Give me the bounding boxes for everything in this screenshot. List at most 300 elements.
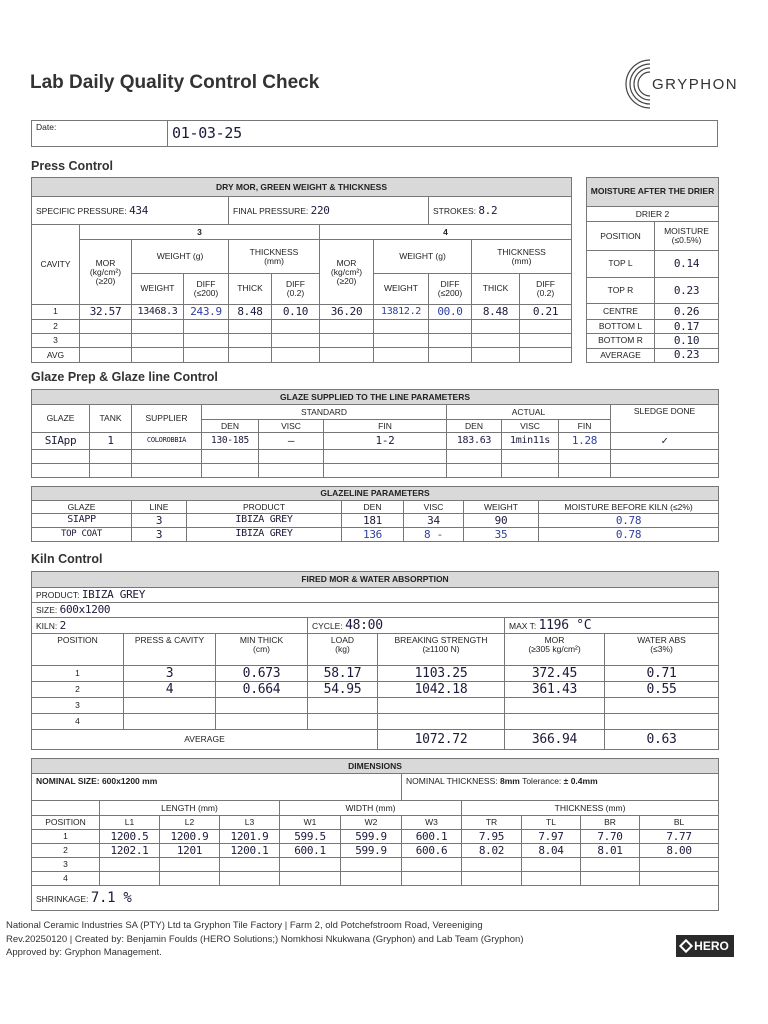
d-cell[interactable]: 7.95 <box>462 830 522 844</box>
moisture-pos: TOP L <box>587 250 655 277</box>
cycle-label: CYCLE: <box>312 620 343 631</box>
table-row <box>32 528 719 542</box>
page-title: Lab Daily Quality Control Check <box>30 72 320 93</box>
final-pressure[interactable] <box>229 196 429 224</box>
gl-moist-cell[interactable]: 0.78 <box>539 528 719 542</box>
k-pos-cell: 2 <box>32 682 124 698</box>
empty-cell[interactable] <box>132 333 184 347</box>
empty-cell[interactable] <box>80 319 132 333</box>
empty-cell[interactable] <box>472 319 520 333</box>
width-header: WIDTH (mm) <box>280 801 462 816</box>
mor3-cell[interactable]: 32.57 <box>80 305 132 319</box>
d-cell[interactable]: 1200.9 <box>160 830 220 844</box>
sledge-check-icon[interactable]: ✓ <box>611 433 719 450</box>
drier-sub: DRIER 2 <box>587 206 719 221</box>
d-pos-cell: 1 <box>32 830 100 844</box>
k-pc-cell[interactable]: 3 <box>124 666 216 682</box>
empty-cell[interactable] <box>259 450 324 464</box>
empty-cell[interactable] <box>324 450 447 464</box>
d-cell[interactable]: 1201.9 <box>220 830 280 844</box>
table-row <box>32 464 719 478</box>
moisture-header: MOISTURE AFTER THE DRIER <box>587 178 719 207</box>
k-avg-mor[interactable]: 366.94 <box>505 730 605 750</box>
press-4-header: 4 <box>320 224 572 240</box>
avg-cell: AVG <box>32 348 80 363</box>
visc-header: VISC <box>259 420 324 433</box>
table-row <box>32 514 719 528</box>
tank-col: TANK <box>90 405 132 433</box>
d-col-l1: L1 <box>100 816 160 830</box>
d-col-tl: TL <box>522 816 581 830</box>
empty-cell[interactable] <box>611 450 719 464</box>
empty-cell[interactable] <box>100 858 160 872</box>
d-pos-cell: 4 <box>32 872 100 886</box>
thickness-header-3: THICKNESS (mm) <box>229 240 320 273</box>
struck-out-cell[interactable] <box>505 714 605 730</box>
col-den: DEN <box>342 501 404 514</box>
std-visc-cell[interactable]: — <box>259 433 324 450</box>
col-glaze: GLAZE <box>32 501 132 514</box>
k-mor-cell[interactable]: 372.45 <box>505 666 605 682</box>
specific-pressure[interactable] <box>32 196 229 224</box>
table-row <box>32 682 719 698</box>
thickness-header-4: THICKNESS (mm) <box>472 240 572 273</box>
empty-cell[interactable] <box>502 464 559 478</box>
glaze-col: GLAZE <box>32 405 90 433</box>
glaze-cell[interactable]: SIApp <box>32 433 90 450</box>
table-row <box>32 319 572 333</box>
cavity-cell: 3 <box>32 333 80 347</box>
empty-cell[interactable] <box>402 858 462 872</box>
d-col-l2: L2 <box>160 816 220 830</box>
thickness-header: THICKNESS (mm) <box>462 801 719 816</box>
d-cell[interactable]: 8.04 <box>522 844 581 858</box>
gl-product-cell[interactable]: IBIZA GREY <box>187 514 342 528</box>
k-col-min-thick: MIN THICK (cm) <box>216 634 308 666</box>
weight-header-4: WEIGHT (g) <box>374 240 472 273</box>
k-col-mor: MOR (≥305 kg/cm²) <box>505 634 605 666</box>
glaze-heading: Glaze Prep & Glaze line Control <box>31 370 218 384</box>
d-cell[interactable]: 1201 <box>160 844 220 858</box>
d-pos-cell: 3 <box>32 858 100 872</box>
empty-cell[interactable] <box>640 872 719 886</box>
cavity-cell: 2 <box>32 319 80 333</box>
thick-sub-4: THICK <box>472 273 520 304</box>
footer <box>6 919 696 960</box>
final-pressure-value: 220 <box>310 203 330 217</box>
k-wa-cell[interactable]: 0.71 <box>605 666 719 682</box>
empty-cell[interactable] <box>184 333 229 347</box>
gl-line-cell[interactable]: 3 <box>132 514 187 528</box>
empty-cell <box>32 801 100 816</box>
d-cell[interactable]: 600.1 <box>280 844 341 858</box>
visc-header: VISC <box>502 420 559 433</box>
empty-cell[interactable] <box>520 319 572 333</box>
std-fin-cell[interactable]: 1-2 <box>324 433 447 450</box>
empty-cell[interactable] <box>90 464 132 478</box>
empty-cell[interactable] <box>520 348 572 363</box>
kiln-cycle[interactable] <box>308 618 505 634</box>
empty-cell[interactable] <box>220 858 280 872</box>
kiln-heading: Kiln Control <box>31 552 103 566</box>
moisture-pos: TOP R <box>587 277 655 304</box>
empty-cell[interactable] <box>220 872 280 886</box>
gl-product-cell[interactable]: IBIZA GREY <box>187 528 342 542</box>
gl-visc-cell[interactable]: 8 - <box>404 528 464 542</box>
empty-cell[interactable] <box>216 714 308 730</box>
product-value: IBIZA GREY <box>81 588 146 602</box>
k-wa-cell[interactable]: 0.55 <box>605 682 719 698</box>
col-moisture: MOISTURE BEFORE KILN (≤2%) <box>539 501 719 514</box>
standard-col: STANDARD <box>202 405 447 420</box>
moisture-pos: AVERAGE <box>587 348 655 362</box>
k-average-label: AVERAGE <box>32 730 378 750</box>
sledge-col: SLEDGE DONE <box>611 405 719 433</box>
gl-moist-cell[interactable]: 0.78 <box>539 514 719 528</box>
moisture-val[interactable]: 0.10 <box>655 334 719 348</box>
strokes[interactable] <box>429 196 572 224</box>
act-visc-cell[interactable]: 1min11s <box>502 433 559 450</box>
hero-logo-text: HERO <box>694 939 729 953</box>
d-col-w3: W3 <box>402 816 462 830</box>
d-cell[interactable]: 8.02 <box>462 844 522 858</box>
supplier-cell[interactable]: COLOROBBIA <box>132 433 202 450</box>
table-row <box>32 698 719 714</box>
shrinkage-label: SHRINKAGE: <box>36 893 89 904</box>
footer-line-1: National Ceramic Industries SA (PTY) Ltd ta Gryphon Tile Factory | Farm 2, old Potchefstroom Road, Vereeniging <box>6 920 483 931</box>
mor-header-4: MOR (kg/cm²) (≥20) <box>320 240 374 305</box>
moisture-col-header: MOISTURE (≤0.5%) <box>655 222 719 251</box>
d-cell[interactable]: 8.01 <box>581 844 640 858</box>
d-cell[interactable]: 600.6 <box>402 844 462 858</box>
std-den-cell[interactable]: 130-185 <box>202 433 259 450</box>
gl-glaze-cell[interactable]: TOP COAT <box>32 528 132 542</box>
moisture-pos: BOTTOM R <box>587 334 655 348</box>
empty-cell[interactable] <box>229 333 272 347</box>
k-thick-cell[interactable]: 0.664 <box>216 682 308 698</box>
diff-t-sub-3: DIFF (0.2) <box>272 273 320 304</box>
table-row <box>32 433 719 450</box>
thick-sub-3: THICK <box>229 273 272 304</box>
empty-cell[interactable] <box>80 348 132 363</box>
empty-cell[interactable] <box>259 464 324 478</box>
empty-cell[interactable] <box>581 872 640 886</box>
empty-cell[interactable] <box>520 333 572 347</box>
size-value: 600x1200 <box>59 603 111 617</box>
kiln-product[interactable] <box>32 588 719 603</box>
k-mor-cell[interactable]: 361.43 <box>505 682 605 698</box>
empty-cell[interactable] <box>559 464 611 478</box>
k-pos-cell: 1 <box>32 666 124 682</box>
weight-sub-3: WEIGHT <box>132 273 184 304</box>
d-pos-cell: 2 <box>32 844 100 858</box>
empty-cell[interactable] <box>320 319 374 333</box>
empty-cell[interactable] <box>374 348 429 363</box>
k-avg-bs[interactable]: 1072.72 <box>378 730 505 750</box>
empty-cell[interactable] <box>124 698 216 714</box>
table-row <box>32 872 719 886</box>
empty-cell[interactable] <box>505 698 605 714</box>
empty-cell[interactable] <box>502 450 559 464</box>
empty-cell[interactable] <box>100 872 160 886</box>
k-col-load: LOAD (kg) <box>308 634 378 666</box>
d-cell[interactable]: 7.70 <box>581 830 640 844</box>
d-col-tr: TR <box>462 816 522 830</box>
empty-cell[interactable] <box>32 464 90 478</box>
gl-visc-cell[interactable]: 34 <box>404 514 464 528</box>
k-thick-cell[interactable]: 0.673 <box>216 666 308 682</box>
empty-cell[interactable] <box>320 333 374 347</box>
kiln-value: 2 <box>59 618 66 632</box>
moisture-pos: BOTTOM L <box>587 319 655 333</box>
mor-header-3: MOR (kg/cm²) (≥20) <box>80 240 132 305</box>
empty-cell[interactable] <box>374 319 429 333</box>
date-label: Date: <box>32 121 168 147</box>
moisture-pos: CENTRE <box>587 304 655 319</box>
press-control-heading: Press Control <box>31 159 113 173</box>
maxt-label: MAX T: <box>509 620 537 631</box>
empty-cell[interactable] <box>522 858 581 872</box>
empty-cell[interactable] <box>462 858 522 872</box>
hero-badge-icon <box>679 939 693 953</box>
table-row <box>32 830 719 844</box>
table-row <box>32 858 719 872</box>
empty-cell[interactable] <box>32 450 90 464</box>
empty-cell[interactable] <box>447 450 502 464</box>
d-cell[interactable]: 7.97 <box>522 830 581 844</box>
col-weight: WEIGHT <box>464 501 539 514</box>
empty-cell[interactable] <box>472 333 520 347</box>
diff4-cell[interactable]: 00.0 <box>429 305 472 319</box>
gl-line-cell[interactable]: 3 <box>132 528 187 542</box>
moisture-val[interactable]: 0.26 <box>655 304 719 319</box>
empty-cell[interactable] <box>640 858 719 872</box>
empty-cell[interactable] <box>462 872 522 886</box>
weight-sub-4: WEIGHT <box>374 273 429 304</box>
weight3-cell[interactable]: 13468.3 <box>132 305 184 319</box>
press-header: DRY MOR, GREEN WEIGHT & THICKNESS <box>32 178 572 197</box>
den-header: DEN <box>202 420 259 433</box>
d-cell[interactable]: 8.00 <box>640 844 719 858</box>
d-cell[interactable]: 1200.5 <box>100 830 160 844</box>
gl-glaze-cell[interactable]: SIAPP <box>32 514 132 528</box>
dims-header: DIMENSIONS <box>32 759 719 774</box>
struck-out-cell[interactable] <box>378 714 505 730</box>
empty-cell[interactable] <box>229 319 272 333</box>
empty-cell[interactable] <box>132 450 202 464</box>
empty-cell[interactable] <box>378 698 505 714</box>
glaze-supplied-table <box>31 389 719 478</box>
strokes-value: 8.2 <box>478 203 498 217</box>
empty-cell[interactable] <box>272 348 320 363</box>
moisture-val[interactable]: 0.23 <box>655 348 719 362</box>
specific-pressure-value: 434 <box>129 203 149 217</box>
den-header: DEN <box>447 420 502 433</box>
date-handwritten: 01-03-25 <box>172 123 242 142</box>
d-col-bl: BL <box>640 816 719 830</box>
nominal-thickness: NOMINAL THICKNESS: 8mm Tolerance: ± 0.4mm <box>402 774 719 801</box>
weight4-cell[interactable]: 13812.2 <box>374 305 429 319</box>
empty-cell[interactable] <box>132 319 184 333</box>
empty-cell[interactable] <box>605 714 719 730</box>
empty-cell[interactable] <box>341 858 402 872</box>
empty-cell[interactable] <box>605 698 719 714</box>
empty-cell[interactable] <box>320 348 374 363</box>
table-row <box>32 844 719 858</box>
empty-cell[interactable] <box>611 464 719 478</box>
final-pressure-label: FINAL PRESSURE: <box>233 205 309 216</box>
kiln-maxt[interactable] <box>505 618 719 634</box>
empty-cell[interactable] <box>132 348 184 363</box>
empty-cell[interactable] <box>402 872 462 886</box>
nominal-size: NOMINAL SIZE: 600x1200 mm <box>32 774 402 801</box>
kiln-number[interactable] <box>32 618 308 634</box>
kiln-label: KILN: <box>36 620 58 631</box>
k-pos-cell: 3 <box>32 698 124 714</box>
strokes-label: STROKES: <box>433 205 476 216</box>
empty-cell[interactable] <box>202 464 259 478</box>
moisture-val[interactable]: 0.14 <box>655 250 719 277</box>
date-table <box>31 120 718 147</box>
table-row <box>32 305 572 319</box>
k-col-position: POSITION <box>32 634 124 666</box>
empty-cell[interactable] <box>522 872 581 886</box>
gl-weight-cell[interactable]: 35 <box>464 528 539 542</box>
gryphon-logo <box>620 56 740 112</box>
empty-cell[interactable] <box>272 319 320 333</box>
empty-cell[interactable] <box>429 348 472 363</box>
empty-cell[interactable] <box>184 348 229 363</box>
shrinkage-value: 7.1 % <box>90 889 132 906</box>
glazeline-table <box>31 486 719 542</box>
d-cell[interactable]: 1200.1 <box>220 844 280 858</box>
fin-header: FIN <box>324 420 447 433</box>
cavity-header: CAVITY <box>32 224 80 304</box>
supplier-col: SUPPLIER <box>132 405 202 433</box>
diff-t-sub-4: DIFF (0.2) <box>520 273 572 304</box>
k-bs-cell[interactable]: 1103.25 <box>378 666 505 682</box>
cavity-cell: 1 <box>32 305 80 319</box>
gl-den-cell[interactable]: 136 <box>342 528 404 542</box>
kiln-table <box>31 571 719 750</box>
diff-w-sub-4: DIFF (≤200) <box>429 273 472 304</box>
thick3-cell[interactable]: 8.48 <box>229 305 272 319</box>
thick4-cell[interactable]: 8.48 <box>472 305 520 319</box>
length-header: LENGTH (mm) <box>100 801 280 816</box>
d-col-l3: L3 <box>220 816 280 830</box>
shrinkage[interactable] <box>32 886 719 911</box>
empty-cell[interactable] <box>472 348 520 363</box>
empty-cell[interactable] <box>229 348 272 363</box>
d-cell[interactable]: 1202.1 <box>100 844 160 858</box>
k-pc-cell[interactable]: 4 <box>124 682 216 698</box>
gl-weight-cell[interactable]: 90 <box>464 514 539 528</box>
weight-header-3: WEIGHT (g) <box>132 240 229 273</box>
k-avg-wa[interactable]: 0.63 <box>605 730 719 750</box>
empty-cell[interactable] <box>308 698 378 714</box>
empty-cell[interactable] <box>447 464 502 478</box>
empty-cell[interactable] <box>559 450 611 464</box>
act-den-cell[interactable]: 183.63 <box>447 433 502 450</box>
col-line: LINE <box>132 501 187 514</box>
empty-cell[interactable] <box>80 333 132 347</box>
empty-cell[interactable] <box>280 858 341 872</box>
k-col-water-abs: WATER ABS (≤3%) <box>605 634 719 666</box>
k-col-press-cavity: PRESS & CAVITY <box>124 634 216 666</box>
maxt-value: 1196 °C <box>538 617 592 633</box>
dimensions-table <box>31 758 719 911</box>
glaze-header: GLAZE SUPPLIED TO THE LINE PARAMETERS <box>32 390 719 405</box>
table-row <box>32 333 572 347</box>
d-cell[interactable]: 7.77 <box>640 830 719 844</box>
k-load-cell[interactable]: 54.95 <box>308 682 378 698</box>
empty-cell[interactable] <box>132 464 202 478</box>
act-fin-cell[interactable]: 1.28 <box>559 433 611 450</box>
d-cell[interactable]: 599.5 <box>280 830 341 844</box>
tank-cell[interactable]: 1 <box>90 433 132 450</box>
footer-line-2: Rev.20250120 | Created by: Benjamin Foulds (HERO Solutions;) Nomkhosi Nkukwana (Gryphon) and Lab Team (Gryphon) <box>6 933 524 945</box>
kiln-header: FIRED MOR & WATER ABSORPTION <box>32 572 719 588</box>
empty-cell[interactable] <box>429 319 472 333</box>
empty-cell[interactable] <box>160 872 220 886</box>
glazeline-header: GLAZELINE PARAMETERS <box>32 487 719 501</box>
product-label: PRODUCT: <box>36 590 80 601</box>
empty-cell[interactable] <box>90 450 132 464</box>
kiln-size[interactable] <box>32 603 719 618</box>
empty-cell[interactable] <box>184 319 229 333</box>
brand-name: GRYPHON <box>652 76 739 93</box>
k-bs-cell[interactable]: 1042.18 <box>378 682 505 698</box>
empty-cell[interactable] <box>429 333 472 347</box>
empty-cell[interactable] <box>280 872 341 886</box>
table-row <box>32 450 719 464</box>
empty-cell[interactable] <box>308 714 378 730</box>
empty-cell[interactable] <box>124 714 216 730</box>
gl-den-cell[interactable]: 181 <box>342 514 404 528</box>
col-product: PRODUCT <box>187 501 342 514</box>
specific-pressure-label: SPECIFIC PRESSURE: <box>36 205 127 216</box>
d-col-w2: W2 <box>341 816 402 830</box>
date-value[interactable] <box>168 121 718 147</box>
mor4-cell[interactable]: 36.20 <box>320 305 374 319</box>
diff3-cell[interactable]: 243.9 <box>184 305 229 319</box>
empty-cell[interactable] <box>216 698 308 714</box>
d-cell[interactable]: 599.9 <box>341 830 402 844</box>
footer-line-3: Approved by: Gryphon Management. <box>6 947 162 958</box>
actual-col: ACTUAL <box>447 405 611 420</box>
empty-cell[interactable] <box>341 872 402 886</box>
k-load-cell[interactable]: 58.17 <box>308 666 378 682</box>
dt3-cell[interactable]: 0.10 <box>272 305 320 319</box>
size-label: SIZE: <box>36 605 58 616</box>
moisture-val[interactable]: 0.23 <box>655 277 719 304</box>
diff-w-sub-3: DIFF (≤200) <box>184 273 229 304</box>
empty-cell[interactable] <box>202 450 259 464</box>
empty-cell[interactable] <box>272 333 320 347</box>
d-cell[interactable]: 599.9 <box>341 844 402 858</box>
hero-logo <box>676 935 734 957</box>
empty-cell[interactable] <box>581 858 640 872</box>
empty-cell[interactable] <box>160 858 220 872</box>
empty-cell[interactable] <box>374 333 429 347</box>
moisture-val[interactable]: 0.17 <box>655 319 719 333</box>
empty-cell[interactable] <box>324 464 447 478</box>
dt4-cell[interactable]: 0.21 <box>520 305 572 319</box>
table-row <box>32 714 719 730</box>
fin-header: FIN <box>559 420 611 433</box>
d-cell[interactable]: 600.1 <box>402 830 462 844</box>
k-pos-cell: 4 <box>32 714 124 730</box>
